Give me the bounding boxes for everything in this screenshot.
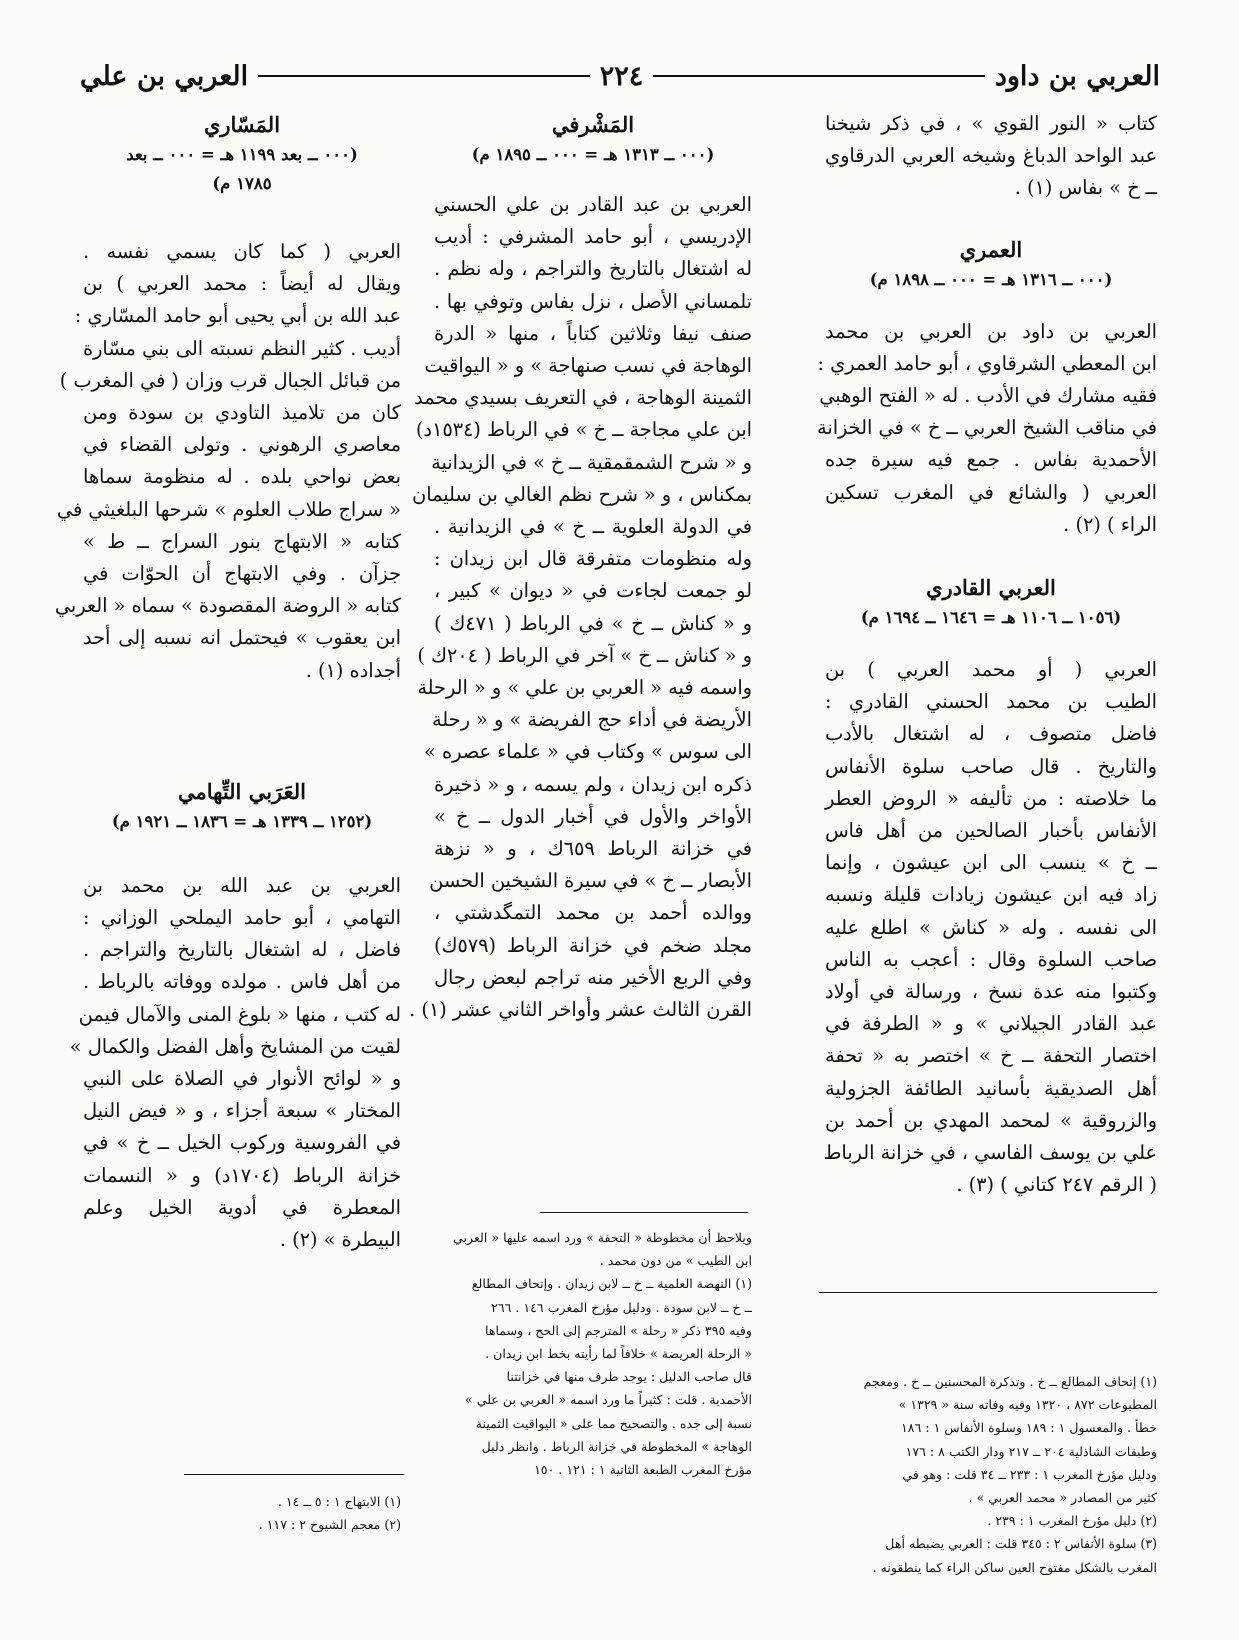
- text-line: اختصار التحفة ــ خ » اختصر به « تحفة: [825, 1044, 1157, 1068]
- entry-dates: (٠٠٠ ــ ١٣١٦ هـ = ٠٠٠ ــ ١٨٩٨ م): [869, 269, 1113, 289]
- text-line: وكتبوا منه عدة نسخ ، ورسالة في أولاد: [825, 980, 1157, 1004]
- footnote-line: المطبوعات ٨٧٢ ، ١٣٢٠ وفيه وفاته سنة « ١٣٢٩ »: [898, 1397, 1157, 1413]
- text-line: في الفروسية وركوب الخيل ــ خ » في: [83, 1131, 401, 1155]
- footnote-line: الأحمدية . قلت : كثيراً ما ورد اسمه « العربي بن علي »: [465, 1392, 752, 1408]
- text-line: الراء ) (٢) .: [1063, 512, 1157, 536]
- text-line: كتاب « النور القوي » ، في ذكر شيخنا: [825, 112, 1157, 135]
- text-line: المعطرة في أدوية الخيل وعلم: [83, 1195, 401, 1219]
- footnotes-right: [819, 1370, 1157, 1579]
- footnote-line: ويلاحظ أن مخطوطة « التحفة » ورد اسمه عليها « العربي: [453, 1230, 752, 1245]
- text-line: ابن يعقوب » فيحتمل انه نسبه إلى أحد: [83, 626, 401, 650]
- footnote-line: (٢) دليل مؤرخ المغرب ١ : ٢٣٩ .: [987, 1513, 1157, 1529]
- footnote-line: (٢) معجم الشيوخ ٢ : ١١٧ .: [258, 1517, 401, 1533]
- page-header: [80, 54, 1160, 98]
- text-line: كتابه « الروضة المقصودة » سماه « العربي: [54, 594, 401, 618]
- text-line: ووالده أحمد بن محمد التمگدشتي ،: [434, 901, 752, 925]
- text-line: البيطرة » (٢) .: [279, 1228, 401, 1252]
- text-line: فقيه مشارك في الأدب . له « الفتح الوهبي: [819, 384, 1157, 408]
- footnote-line: ابن الطيب » من دون محمد .: [599, 1253, 752, 1269]
- text-line: العربي ( أو محمد العربي ) بن: [825, 658, 1157, 682]
- text-line: خزانة الرباط (١٧٠٤د) و « النسمات: [83, 1163, 401, 1187]
- text-line: الأنفاس بأخبار الصالحين من أهل فاس: [825, 819, 1157, 843]
- text-line: كان من تلاميذ التاودي بن سودة ومن: [83, 401, 401, 425]
- text-line: ابن علي مجاجة ــ خ » في الرباط (١٥٣٤د): [415, 418, 752, 442]
- text-line: ويقال له أيضاً : محمد العربي ) بن: [83, 272, 401, 296]
- text-line: فاضل ، له اشتغال بالتاريخ والتراجم .: [83, 938, 401, 962]
- entry-title: المَسّاري: [203, 112, 281, 137]
- entry-dates: (١٢٥٢ ــ ١٣٣٩ هـ = ١٨٣٦ ــ ١٩٢١ م): [111, 811, 373, 831]
- column-middle: [409, 110, 752, 1026]
- text-line: علي بن يوسف الفاسي ، في خزانة الرباط: [823, 1141, 1157, 1165]
- text-line: الى نفسه . وله « كناش » اطلع عليه: [825, 915, 1157, 939]
- entry-omari: [816, 235, 1157, 541]
- text-line: معاصري الرهوني . وتولى القضاء في: [83, 433, 401, 457]
- text-line: و « كناش ــ خ » آخر في الرباط ( ٢٠٤ك ): [417, 643, 752, 667]
- text-line: العربي بن داود بن العربي بن محمد: [825, 319, 1157, 343]
- entry-title: العمري: [959, 236, 1023, 262]
- text-line: الأريضة في أداء حج الفريضة » و « رحلة: [431, 708, 752, 732]
- footnote-line: خطأ . والمعسول ١ : ١٨٩ وسلوة الأنفاس ١ : ١٨٦: [901, 1420, 1157, 1436]
- text-line: الى سوس » وكتاب في « علماء عصره »: [424, 740, 752, 764]
- text-line: القرن الثالث عشر وأواخر الثاني عشر (١) .: [409, 998, 752, 1022]
- footnote-line: (١) إتحاف المطالع ــ خ . وتذكرة المحسنين ــ خ . ومعجم: [863, 1374, 1157, 1389]
- entry-title: العربي القادري: [926, 575, 1056, 601]
- text-line: من قبائل الجبال قرب وزان ( في المغرب ): [59, 368, 401, 392]
- entry-massari: [54, 110, 401, 687]
- footnotes-middle: [434, 1226, 752, 1481]
- running-head-left: العربي بن علي: [79, 60, 249, 92]
- text-line: زاد فيه ابن عيشون زيادات قليلة ونسبه: [825, 883, 1157, 907]
- entry-title: المَشْرفي: [551, 112, 635, 137]
- text-line: ذكره ابن زيدان ، ولم يسمه ، و « ذخيرة: [434, 772, 752, 796]
- text-line: له كتب ، منها « بلوغ المنى والآمال فيمن: [78, 1002, 401, 1026]
- text-line: تلمساني الأصل ، نزل بفاس وتوفي بها .: [434, 289, 752, 313]
- entry-qadiri: [825, 573, 1157, 1201]
- text-line: واسمه فيه « العربي بن علي » و « الرحلة: [417, 676, 752, 700]
- entry-dates: (٠٠٠ ــ بعد ١١٩٩ هـ = ٠٠٠ ــ بعد: [126, 145, 358, 164]
- footnote-line: وطبقات الشاذلية ٢٠٤ ــ ٢١٧ ودار الكتب ٨ : ١٧٦: [905, 1443, 1157, 1459]
- entry-title: العَرَبي التِّهامي: [177, 778, 306, 804]
- text-line: المختار » سبعة أجزاء ، و « فيض النيل: [83, 1099, 401, 1123]
- footnote-line: (١) الابتهاج ١ : ٥ ــ ١٤ .: [277, 1494, 401, 1509]
- text-line: الطيب بن محمد الحسني القادري :: [825, 690, 1157, 714]
- text-line: وله منظومات متفرقة قال ابن زيدان :: [434, 547, 752, 571]
- text-line: الأبصار ــ خ » في سيرة الشيخين الحسن: [429, 869, 752, 893]
- text-line: الأواخر والأول في أخبار الدول ــ خ »: [434, 804, 752, 828]
- text-line: عبد القادر الجيلاني » و « الطرفة في: [825, 1012, 1157, 1036]
- text-line: و « كناش ــ خ » في الرباط ( ٤٧١ك ): [434, 611, 752, 635]
- text-line: والتاريخ . قال صاحب سلوة الأنفاس: [825, 754, 1157, 778]
- text-line: عبد الواحد الدباغ وشيخه العربي الدرقاوي: [825, 144, 1157, 168]
- text-line: صنف نيفا وثلاثين كتاباً ، منها « الدرة: [434, 321, 752, 345]
- entry-text: [409, 189, 752, 1026]
- text-line: التهامي ، أبو حامد اليملحي الوزاني :: [83, 906, 401, 930]
- running-head-right: العربي بن داود: [994, 60, 1160, 92]
- entry-dates: (٠٠٠ ــ ١٣١٣ هـ = ٠٠٠ ــ ١٨٩٥ م): [471, 145, 715, 164]
- footnote-line: مؤرخ المغرب الطبعة الثانية ١ : ١٢١ . ١٥٠: [534, 1462, 752, 1478]
- column-right: [816, 110, 1157, 1201]
- text-line: ــ خ » ينسب الى ابن عيشون ، وإنما: [825, 851, 1157, 875]
- text-line: و « شرح الشمقمقية ــ خ » في الزيدانية: [431, 450, 752, 474]
- text-line: أجداده (١) .: [305, 658, 401, 682]
- footnote-line: قال صاحب الدليل : يوجد طرف منها في خزانتنا: [506, 1369, 752, 1385]
- footnote-line: نسبة إلى جده . والتصحيح مما على « اليواقيت الثمينة: [475, 1415, 752, 1431]
- page-number: ٢٢٤: [599, 60, 644, 92]
- header-rule-right: [653, 75, 985, 77]
- text-line: ما خلاصته : من تأليفه « الروض العطر: [825, 786, 1157, 810]
- entry-text: [69, 870, 401, 1256]
- text-line: في خزانة الرباط ٦٥٩ك ، و « نزهة: [434, 837, 752, 861]
- entry-dates: ١٧٨٥ م): [212, 174, 272, 193]
- text-line: ــ خ » بفاس (١) .: [1014, 176, 1157, 200]
- text-line: بعض نواحي بلده . له منظومة سماها: [83, 465, 401, 489]
- footnote-rule-right: [819, 1292, 1157, 1293]
- footnote-rule-left: [184, 1474, 404, 1475]
- continued-text: [825, 108, 1157, 205]
- text-line: من أهل فاس . مولده ووفاته بالرباط .: [83, 970, 401, 994]
- text-line: أهل الصديقية بأسانيد الطائفة الجزولية: [825, 1076, 1157, 1100]
- text-line: « سراج طلاب العلوم » شرحها البلغيثي في: [56, 497, 401, 521]
- text-line: في الدولة العلوية ــ خ » في الزيدانية .: [434, 515, 752, 539]
- text-line: له اشتغال بالتاريخ والتراجم ، وله نظم .: [434, 257, 752, 281]
- text-line: بمكناس ، و « شرح نظم الغالي بن سليمان: [412, 482, 752, 506]
- text-line: ابن المعطي الشرقاوي ، أبو حامد العمري :: [817, 351, 1157, 375]
- entry-tihami: [69, 777, 401, 1256]
- footnote-rule-middle: [540, 1212, 748, 1213]
- text-line: العربي بن عبد القادر بن علي الحسني: [434, 193, 752, 216]
- text-line: الإدريسي ، أبو حامد المشرفي : أديب: [434, 225, 752, 249]
- entry-text: [816, 316, 1157, 541]
- entry-text: [825, 654, 1157, 1201]
- text-line: والزروقية » لمحمد المهدي بن أحمد بن: [825, 1108, 1157, 1132]
- text-line: ( الرقم ٢٤٧ كتاني ) (٣) .: [956, 1173, 1157, 1197]
- footnote-line: ودليل مؤرخ المغرب ١ : ٢٣٣ ــ ٣٤ قلت : وهو في: [902, 1466, 1157, 1482]
- entry-mashrafi: [409, 110, 752, 1026]
- text-line: جزآن . وفي الابتهاج أن الحوّات في: [83, 562, 401, 586]
- text-line: الثمينة الوهاجة ، في التعريف بسيدي محمد: [414, 386, 752, 410]
- text-line: العربي ( والشائع في المغرب تسكين: [825, 480, 1157, 504]
- footnote-line: (٣) سلوة الأنفاس ٢ : ٣٤٥ قلت : العربي يضبطه أهل: [885, 1536, 1157, 1552]
- footnote-line: ــ خ ــ لابن سودة . ودليل مؤرخ المغرب ١٤٦ . ٢٦٦: [491, 1299, 752, 1315]
- footnote-line: الوهاجة » المخطوطة في خزانة الرباط . وانظر دليل: [481, 1438, 752, 1454]
- text-line: و « لوائح الأنوار في الصلاة على النبي: [83, 1067, 401, 1091]
- text-line: العربي بن عبد الله بن محمد بن: [83, 873, 401, 897]
- footnote-line: « الرحلة العريضة » خلافاً لما رأيته بخط ابن زيدان .: [485, 1346, 752, 1362]
- text-line: في مناقب الشيخ العربي ــ خ » في الخزانة: [816, 416, 1157, 440]
- column-left: [54, 110, 401, 1256]
- text-line: كتابه « الابتهاج بنور السراج ــ ط »: [83, 529, 401, 553]
- text-line: الأحمدية بفاس . جمع فيه سيرة جده: [825, 448, 1157, 472]
- text-line: العربي ( كما كان يسمي نفسه .: [83, 240, 401, 263]
- entry-dates: (١٠٥٦ ــ ١١٠٦ هـ = ١٦٤٦ ــ ١٦٩٤ م): [860, 608, 1122, 628]
- text-line: لو جمعت لجاءت في « ديوان » كبير ،: [434, 579, 752, 603]
- text-line: لقيت من المشايخ وأهل الفضل والكمال »: [69, 1034, 401, 1058]
- text-line: مجلد ضخم في خزانة الرباط (٥٧٩ك): [434, 933, 752, 957]
- footnote-line: (١) النهضة العلمية ــ خ ــ لابن زيدان . وإتحاف المطالع: [471, 1276, 752, 1292]
- text-line: عبد الله بن أبي يحيى أبو حامد المسّاري :: [74, 304, 401, 328]
- text-line: فاضل متصوف ، له اشتغال بالأدب: [825, 722, 1157, 746]
- text-line: صاحب السلوة وقال : أعجب به الناس: [825, 947, 1157, 971]
- entry-text: [54, 236, 401, 687]
- text-line: وفي الربع الأخير منه تراجم لبعض رجال: [434, 965, 752, 989]
- footnote-line: المغرب بالشكل مفتوح العين ساكن الراء كما ينطقونه .: [872, 1559, 1157, 1575]
- text-line: الوهاجة في نسب صنهاجة » و « اليواقيت: [424, 354, 752, 378]
- footnote-line: وفيه ٣٩٥ ذكر « رحلة » المترجم إلى الحج ، وسماها: [484, 1322, 752, 1338]
- footnote-line: كثير من المصادر « محمد العربي » .: [968, 1490, 1157, 1506]
- header-rule-left: [258, 75, 590, 77]
- text-line: أديب . كثير النظم نسبته الى بني مسّارة: [83, 336, 401, 360]
- footnotes-left: [83, 1490, 401, 1536]
